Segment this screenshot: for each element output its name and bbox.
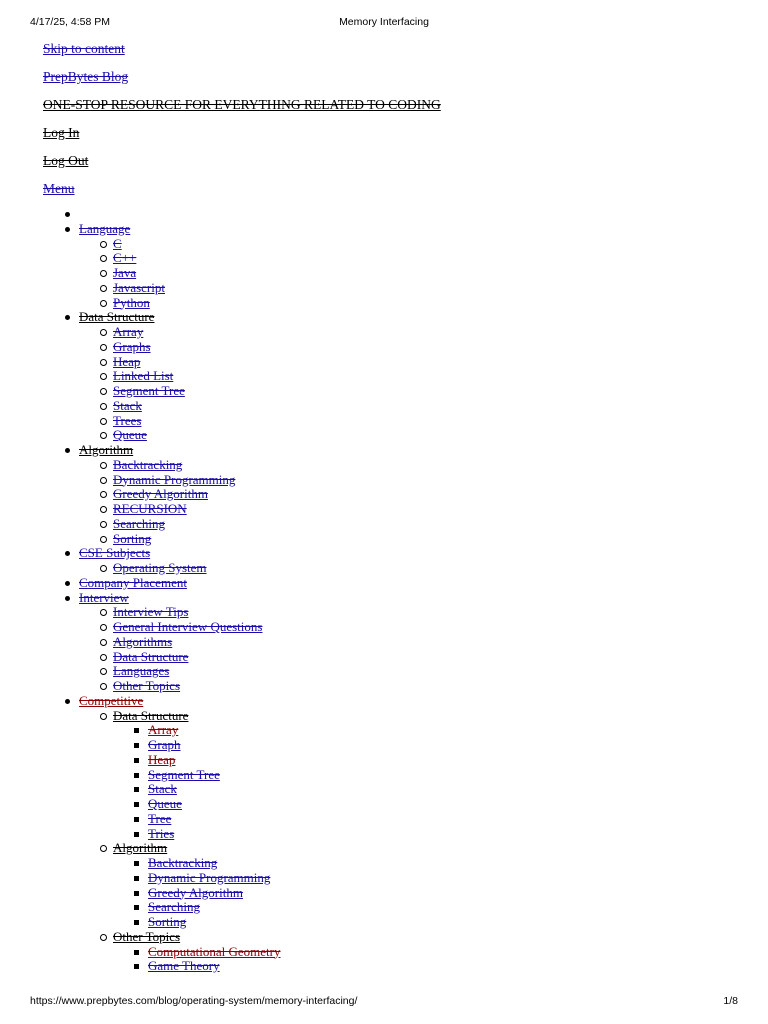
nav-ds-queue[interactable]: Queue <box>113 427 147 443</box>
nav-data-structure <box>79 310 281 443</box>
nav-language-java[interactable]: Java <box>113 265 137 280</box>
nav-comp-ds-queue[interactable]: Queue <box>148 796 182 811</box>
menu-link[interactable]: Menu <box>43 181 75 196</box>
nav-ds-heap[interactable]: Heap <box>113 353 141 369</box>
nav-comp-ds-array[interactable]: Array <box>148 722 179 738</box>
nav-data-structure-label: Data Structure <box>79 309 155 325</box>
nav-competitive-link[interactable]: Competitive <box>79 692 144 708</box>
nav-language-cpp[interactable]: C++ <box>113 250 137 266</box>
prepbytes-blog-link[interactable]: PrepBytes Blog <box>43 69 129 84</box>
logout-link[interactable]: Log Out <box>43 153 89 168</box>
nav-cse-operating-system[interactable]: Operating System <box>113 560 207 575</box>
nav-comp-algorithm-label: Algorithm <box>113 840 168 856</box>
nav-cse-subjects <box>79 546 281 576</box>
nav-algo-backtracking[interactable]: Backtracking <box>113 456 183 472</box>
site-tagline: ONE-STOP RESOURCE FOR EVERYTHING RELATED TO CODING <box>43 97 441 112</box>
nav-language-javascript[interactable]: Javascript <box>113 279 165 295</box>
print-footer-url: https://www.prepbytes.com/blog/operating-system/memory-interfacing/ <box>30 995 358 1007</box>
nav-interview-link[interactable]: Interview <box>79 589 129 605</box>
nav-comp-data-structure <box>113 709 281 842</box>
nav-interview-other-topics[interactable]: Other Topics <box>113 678 181 693</box>
print-datetime: 4/17/25, 4:58 PM <box>30 16 110 28</box>
nav-ds-array[interactable]: Array <box>113 324 144 339</box>
nav-ds-stack[interactable]: Stack <box>113 397 142 413</box>
nav-interview <box>79 591 281 694</box>
nav-language-python[interactable]: Python <box>113 294 150 310</box>
print-page-number: 1/8 <box>723 995 738 1007</box>
nav-comp-ds-graph[interactable]: Graph <box>148 737 181 752</box>
login-link[interactable]: Log In <box>43 125 80 140</box>
nav-language-link[interactable]: Language <box>79 220 131 236</box>
nav-interview-tips[interactable]: Interview Tips <box>113 604 189 620</box>
nav-comp-game-theory[interactable]: Game Theory <box>148 958 220 974</box>
nav-company-placement-link[interactable]: Company Placement <box>79 574 187 590</box>
nav-algo-greedy[interactable]: Greedy Algorithm <box>113 486 208 502</box>
nav-interview-general-questions[interactable]: General Interview Questions <box>113 619 263 634</box>
nav-comp-algo-backtracking[interactable]: Backtracking <box>148 855 218 870</box>
nav-ds-segment-tree[interactable]: Segment Tree <box>113 383 185 398</box>
nav-comp-ds-stack[interactable]: Stack <box>148 781 177 797</box>
nav-algorithm-link[interactable]: Algorithm <box>79 442 134 457</box>
skip-to-content-link[interactable]: Skip to content <box>43 41 125 56</box>
nav-comp-computational-geometry[interactable]: Computational Geometry <box>148 943 281 959</box>
nav-algo-sorting[interactable]: Sorting <box>113 530 152 546</box>
print-footer <box>0 995 768 1009</box>
nav-menu <box>79 207 281 974</box>
nav-comp-ds-heap[interactable]: Heap <box>148 751 176 767</box>
nav-comp-ds-tries[interactable]: Tries <box>148 825 175 841</box>
nav-ds-graphs[interactable]: Graphs <box>113 338 151 354</box>
nav-ds-linked-list[interactable]: Linked List <box>113 368 174 384</box>
nav-ds-trees[interactable]: Trees <box>113 412 142 428</box>
nav-comp-algo-dynamic-programming[interactable]: Dynamic Programming <box>148 869 271 885</box>
nav-comp-algo-greedy[interactable]: Greedy Algorithm <box>148 884 243 900</box>
nav-interview-data-structure[interactable]: Data Structure <box>113 648 189 664</box>
nav-comp-algorithm <box>113 841 281 930</box>
nav-language <box>79 222 281 311</box>
nav-comp-algo-searching[interactable]: Searching <box>148 899 200 915</box>
print-header <box>0 16 768 30</box>
nav-comp-ds-segment-tree[interactable]: Segment Tree <box>148 766 220 782</box>
nav-comp-other-topics-label: Other Topics <box>113 928 181 944</box>
nav-interview-algorithms[interactable]: Algorithms <box>113 633 173 649</box>
nav-company-placement <box>79 576 281 591</box>
nav-competitive <box>79 694 281 974</box>
nav-interview-languages[interactable]: Languages <box>113 663 170 679</box>
nav-empty-item <box>79 207 281 222</box>
print-page-title: Memory Interfacing <box>339 16 429 28</box>
nav-comp-other-topics <box>113 930 281 974</box>
nav-comp-algo-sorting[interactable]: Sorting <box>148 914 187 929</box>
nav-comp-ds-tree[interactable]: Tree <box>148 810 172 826</box>
nav-algo-recursion[interactable]: RECURSION <box>113 501 187 516</box>
nav-algo-searching[interactable]: Searching <box>113 515 165 531</box>
nav-algorithm <box>79 443 281 546</box>
nav-algo-dynamic-programming[interactable]: Dynamic Programming <box>113 471 236 487</box>
nav-cse-subjects-link[interactable]: CSE Subjects <box>79 545 151 561</box>
nav-language-c[interactable]: C <box>113 235 122 251</box>
nav-comp-data-structure-label: Data Structure <box>113 707 189 723</box>
